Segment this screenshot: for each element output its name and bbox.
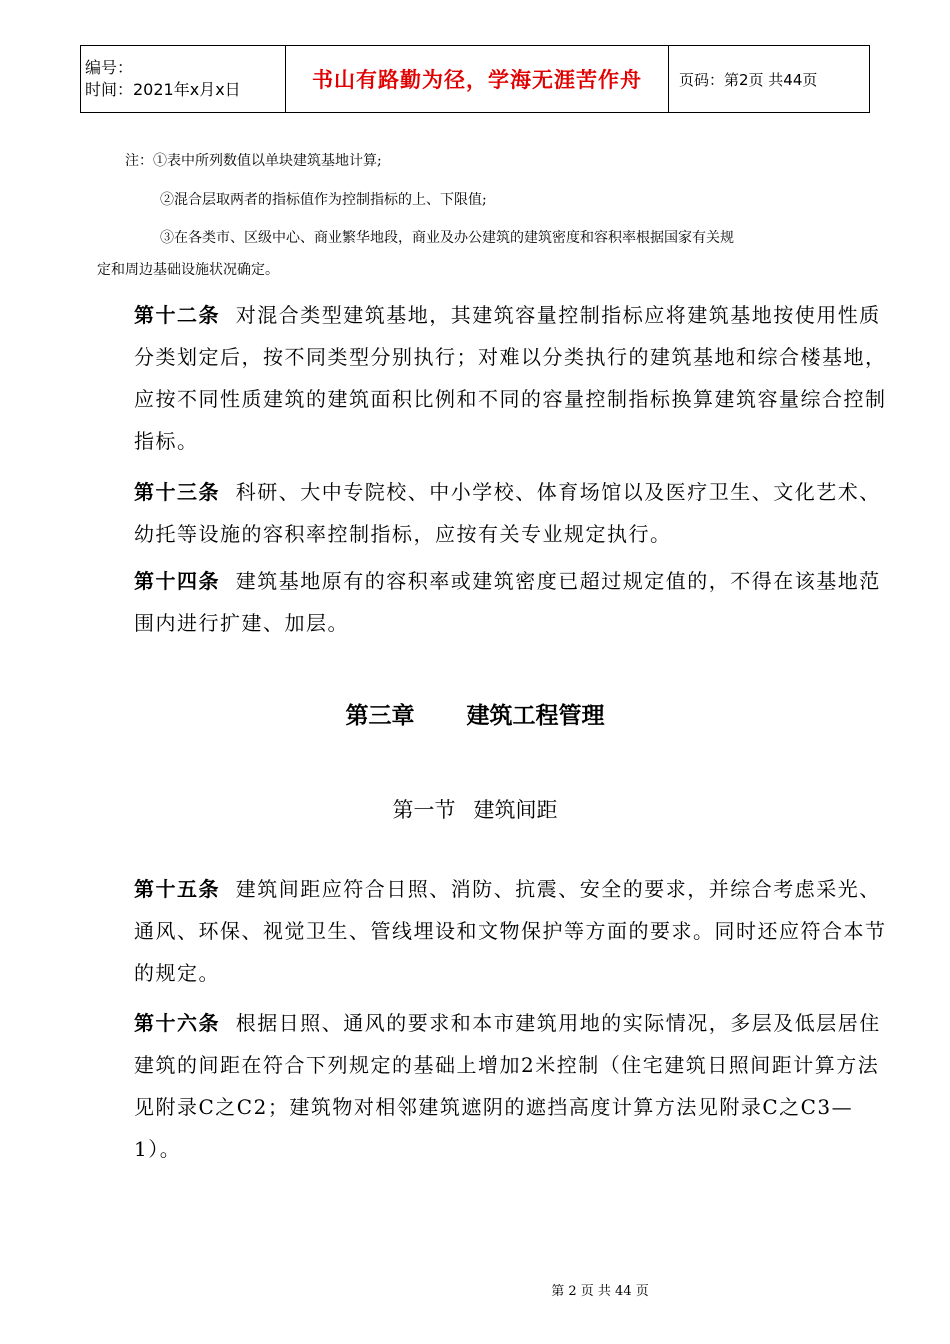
- table-note-1: 注：①表中所列数值以单块建筑基地计算;: [125, 153, 382, 169]
- document-time-label: 时间：2021年x月x日: [85, 80, 241, 99]
- header-motto: 书山有路勤为径，学海无涯苦作舟: [286, 46, 669, 113]
- page-header: [80, 45, 870, 113]
- article-16-number: 第十六条: [134, 1011, 220, 1035]
- header-table: [80, 45, 870, 113]
- page-footer: 第 2 页 共 44 页: [551, 1284, 649, 1299]
- chapter-number: 第三章: [345, 703, 415, 729]
- section-number: 第一节: [392, 798, 456, 822]
- article-15-text: 建筑间距应符合日照、消防、抗震、安全的要求，并综合考虑采光、通风、环保、视觉卫生、管线埋设和文物保护等方面的要求。同时还应符合本节的规定。: [134, 877, 887, 985]
- article-13-text: 科研、大中专院校、中小学校、体育场馆以及医疗卫生、文化艺术、幼托等设施的容积率控制指标，应按有关专业规定执行。: [134, 480, 881, 546]
- article-12: [93, 294, 896, 462]
- header-meta: [81, 46, 286, 113]
- article-15: [93, 868, 896, 994]
- header-page-info: 页码：第2页 共44页: [669, 46, 870, 113]
- table-note-2: ②混合层取两者的指标值作为控制指标的上、下限值;: [160, 192, 487, 208]
- table-note-3-line-2: 定和周边基础设施状况确定。: [97, 262, 279, 278]
- article-13: [93, 471, 896, 555]
- section-title: 建筑间距: [473, 798, 558, 822]
- article-14-number: 第十四条: [134, 569, 220, 593]
- table-note-3-line-1: ③在各类市、区级中心、商业繁华地段，商业及办公建筑的建筑密度和容积率根据国家有关规: [160, 230, 734, 246]
- article-12-number: 第十二条: [134, 303, 220, 327]
- article-16: [93, 1002, 896, 1170]
- article-13-number: 第十三条: [134, 480, 220, 504]
- article-14: [93, 560, 896, 644]
- article-12-text: 对混合类型建筑基地，其建筑容量控制指标应将建筑基地按使用性质分类划定后，按不同类型分别执行；对难以分类执行的建筑基地和综合楼基地，应按不同性质建筑的建筑面积比例和不同的容量控制指标换算建筑容量综合控制指标。: [134, 303, 887, 453]
- section-heading: [0, 794, 950, 824]
- chapter-heading: [0, 697, 950, 730]
- article-14-text: 建筑基地原有的容积率或建筑密度已超过规定值的，不得在该基地范围内进行扩建、加层。: [134, 569, 881, 635]
- document-number-label: 编号：: [85, 58, 134, 77]
- article-16-text: 根据日照、通风的要求和本市建筑用地的实际情况，多层及低层居住建筑的间距在符合下列规定的基础上增加2米控制（住宅建筑日照间距计算方法见附录C之C2；建筑物对相邻建筑遮阴的遮挡高度计算方法见附录C之C3—1）。: [134, 1011, 881, 1161]
- chapter-title: 建筑工程管理: [466, 703, 605, 729]
- article-15-number: 第十五条: [134, 877, 220, 901]
